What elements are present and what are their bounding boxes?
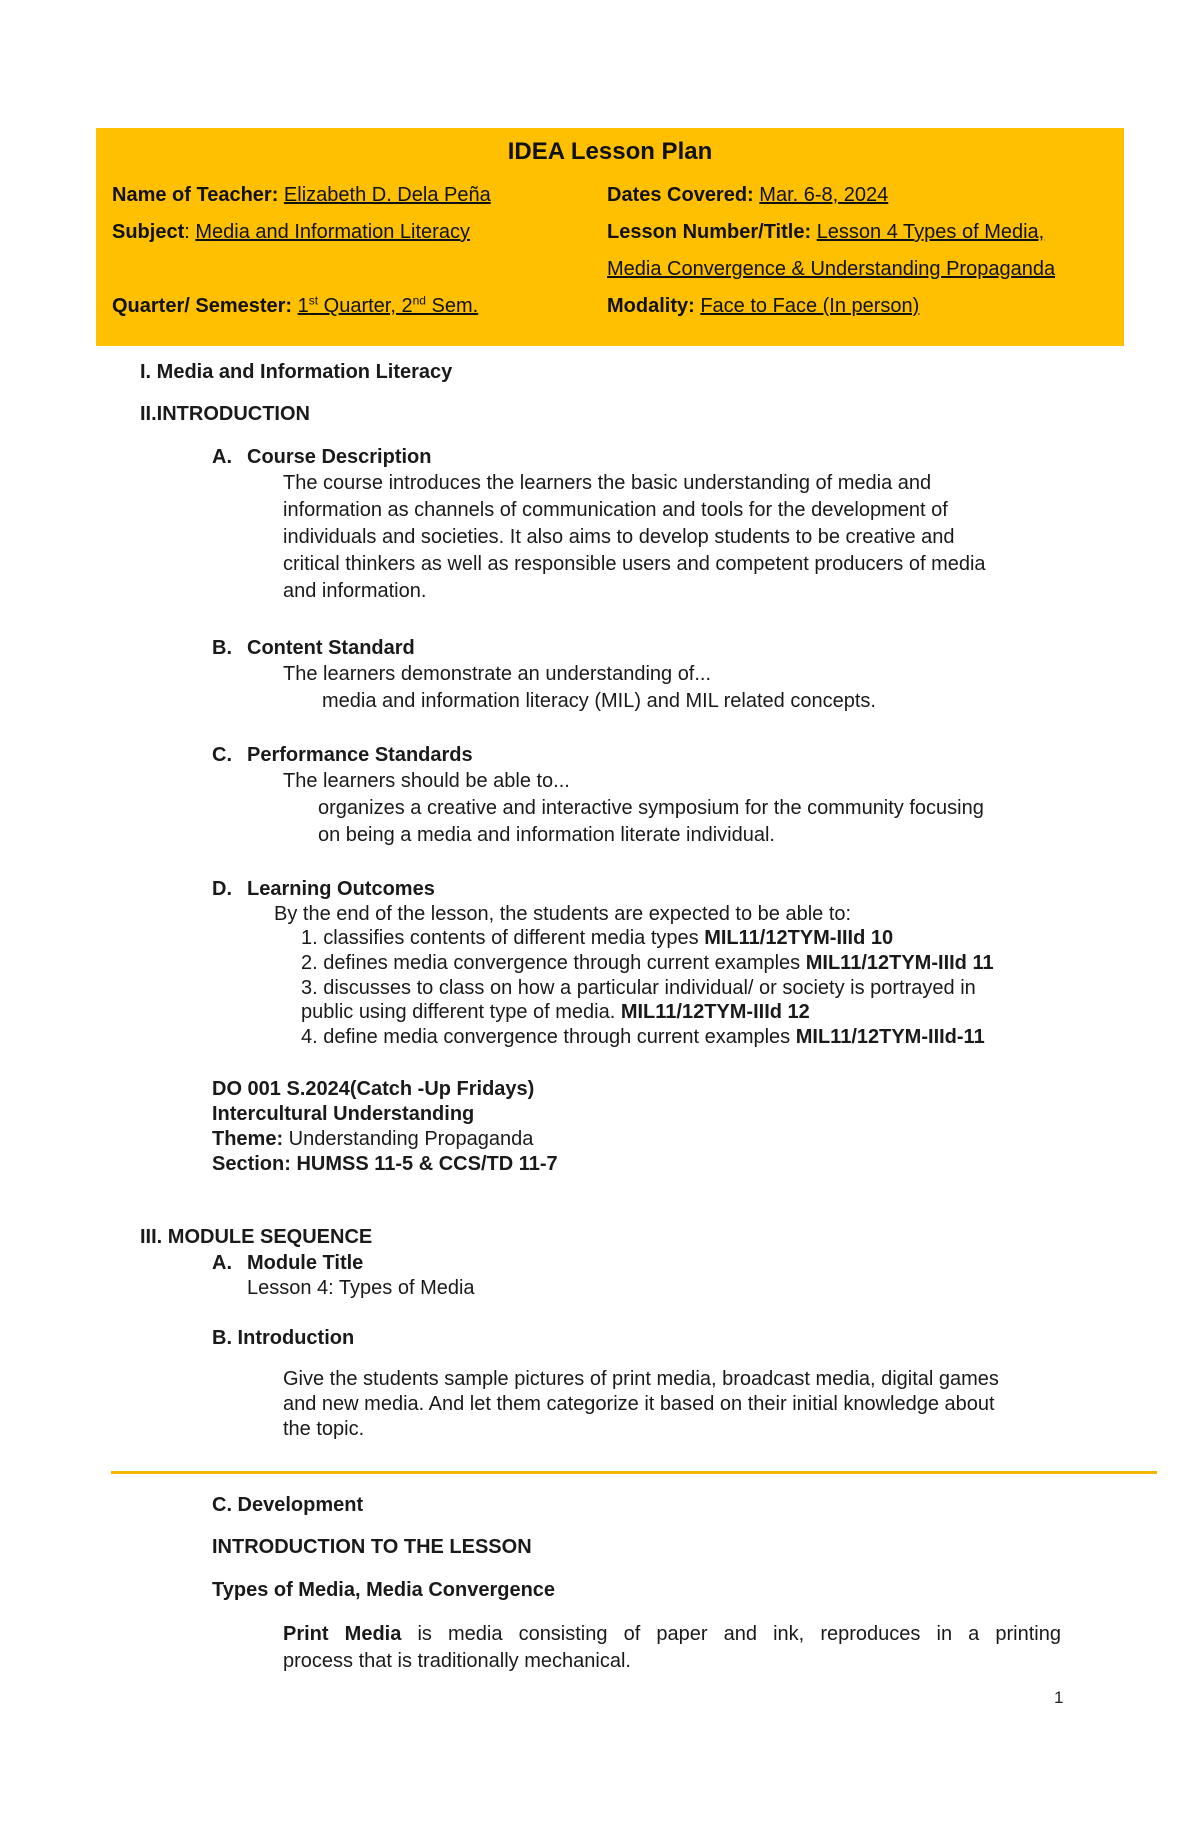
teacher-row bbox=[112, 184, 491, 207]
print-media-line1: Print Media is media consisting of paper and ink, reproduces in a printing bbox=[283, 1623, 1061, 1645]
course-description-line: individuals and societies. It also aims to develop students to be creative and bbox=[283, 526, 955, 548]
module-title-letter: A. bbox=[212, 1252, 232, 1274]
lesson-value-line1: Lesson 4 Types of Media, bbox=[816, 221, 1045, 243]
introduction-line: Give the students sample pictures of print media, broadcast media, digital games bbox=[283, 1368, 999, 1390]
content-standard-letter: B. bbox=[212, 637, 232, 659]
do-order-line: DO 001 S.2024(Catch -Up Fridays) bbox=[212, 1078, 535, 1100]
course-description-title: Course Description bbox=[247, 446, 432, 468]
intro-lesson-heading: INTRODUCTION TO THE LESSON bbox=[212, 1536, 532, 1558]
header-title: IDEA Lesson Plan bbox=[507, 138, 713, 165]
modality-label: Modality: bbox=[607, 295, 695, 317]
course-description-letter: A. bbox=[212, 446, 232, 468]
subject-value: Media and Information Literacy bbox=[195, 221, 470, 243]
section2-title: II.INTRODUCTION bbox=[140, 403, 310, 425]
quarter-label: Quarter/ Semester: bbox=[112, 295, 293, 317]
module-title-value: Lesson 4: Types of Media bbox=[247, 1277, 475, 1299]
section3-title: III. MODULE SEQUENCE bbox=[140, 1226, 373, 1248]
theme-line: Theme: Understanding Propaganda bbox=[212, 1128, 534, 1150]
introduction-line: the topic. bbox=[283, 1418, 365, 1440]
learning-outcome-item: 4. define media convergence through current examples MIL11/12TYM-IIId-11 bbox=[301, 1026, 985, 1048]
print-media-paragraph bbox=[283, 1621, 1061, 1675]
learning-outcome-item: public using different type of media. MIL11/12TYM-IIId 12 bbox=[301, 1001, 810, 1023]
print-media-term: Print Media bbox=[283, 1623, 402, 1645]
learning-outcomes-title: Learning Outcomes bbox=[247, 878, 435, 900]
subject-row: Subject: Media and Information Literacy bbox=[112, 221, 470, 243]
module-title-heading: Module Title bbox=[247, 1252, 364, 1274]
lesson-label: Lesson Number/Title: bbox=[607, 221, 812, 243]
content-standard-title: Content Standard bbox=[247, 637, 415, 659]
section-divider bbox=[111, 1471, 1157, 1474]
subject-label: Subject bbox=[112, 221, 185, 243]
teacher-value: Elizabeth D. Dela Peña bbox=[283, 184, 491, 206]
course-description-line: critical thinkers as well as responsible users and competent producers of media bbox=[283, 553, 986, 575]
lesson-row bbox=[607, 221, 1044, 244]
lesson-row-2 bbox=[607, 258, 1055, 281]
performance-standards-line2: organizes a creative and interactive symposium for the community focusing bbox=[318, 797, 984, 819]
lesson-plan-header bbox=[96, 128, 1124, 346]
learning-outcomes-intro: By the end of the lesson, the students are expected to be able to: bbox=[274, 903, 852, 925]
section1-title: I. Media and Information Literacy bbox=[140, 361, 453, 383]
modality-value: Face to Face (In person) bbox=[700, 295, 920, 317]
course-description-line: The course introduces the learners the basic understanding of media and bbox=[283, 472, 932, 494]
lesson-value-line2: Media Convergence & Understanding Propaganda bbox=[607, 258, 1056, 280]
learning-outcomes-letter: D. bbox=[212, 878, 232, 900]
page-number: 1 bbox=[1054, 1688, 1064, 1707]
learning-outcome-item: 3. discusses to class on how a particular individual/ or society is portrayed in bbox=[301, 977, 976, 999]
competency-code: MIL11/12TYM-IIId 11 bbox=[805, 952, 994, 974]
learning-outcome-item: 2. defines media convergence through current examples MIL11/12TYM-IIId 11 bbox=[301, 952, 994, 974]
dates-row bbox=[607, 184, 888, 207]
content-standard-line2: media and information literacy (MIL) and MIL related concepts. bbox=[322, 690, 876, 712]
section-line: Section: HUMSS 11-5 & CCS/TD 11-7 bbox=[212, 1153, 558, 1175]
development-heading: C. Development bbox=[212, 1494, 364, 1516]
quarter-value: 1st Quarter, 2nd Sem. bbox=[297, 293, 479, 317]
competency-code: MIL11/12TYM-IIId-11 bbox=[795, 1026, 985, 1048]
dates-label: Dates Covered: bbox=[607, 184, 754, 206]
introduction-body bbox=[283, 1367, 999, 1442]
content-standard-line1: The learners demonstrate an understanding of... bbox=[283, 663, 712, 685]
teacher-label: Name of Teacher: bbox=[112, 184, 279, 206]
competency-code: MIL11/12TYM-IIId 12 bbox=[620, 1001, 810, 1023]
types-heading: Types of Media, Media Convergence bbox=[212, 1579, 556, 1601]
performance-standards-title: Performance Standards bbox=[247, 744, 473, 766]
modality-row bbox=[607, 295, 919, 318]
course-description-body bbox=[283, 470, 986, 605]
dates-value: Mar. 6-8, 2024 bbox=[759, 184, 889, 206]
course-description-line: and information. bbox=[283, 580, 427, 602]
print-media-line2: process that is traditionally mechanical. bbox=[283, 1650, 631, 1672]
quarter-row bbox=[112, 295, 478, 318]
introduction-heading: B. Introduction bbox=[212, 1327, 355, 1349]
performance-standards-line1: The learners should be able to... bbox=[283, 770, 570, 792]
intercultural-line: Intercultural Understanding bbox=[212, 1103, 475, 1125]
performance-standards-line3: on being a media and information literate individual. bbox=[318, 824, 775, 846]
introduction-line: and new media. And let them categorize it based on their initial knowledge about bbox=[283, 1393, 995, 1415]
competency-code: MIL11/12TYM-IIId 10 bbox=[704, 927, 894, 949]
learning-outcome-item: 1. classifies contents of different media types MIL11/12TYM-IIId 10 bbox=[301, 927, 894, 949]
course-description-line: information as channels of communication and tools for the development of bbox=[283, 499, 948, 521]
performance-standards-letter: C. bbox=[212, 744, 232, 766]
